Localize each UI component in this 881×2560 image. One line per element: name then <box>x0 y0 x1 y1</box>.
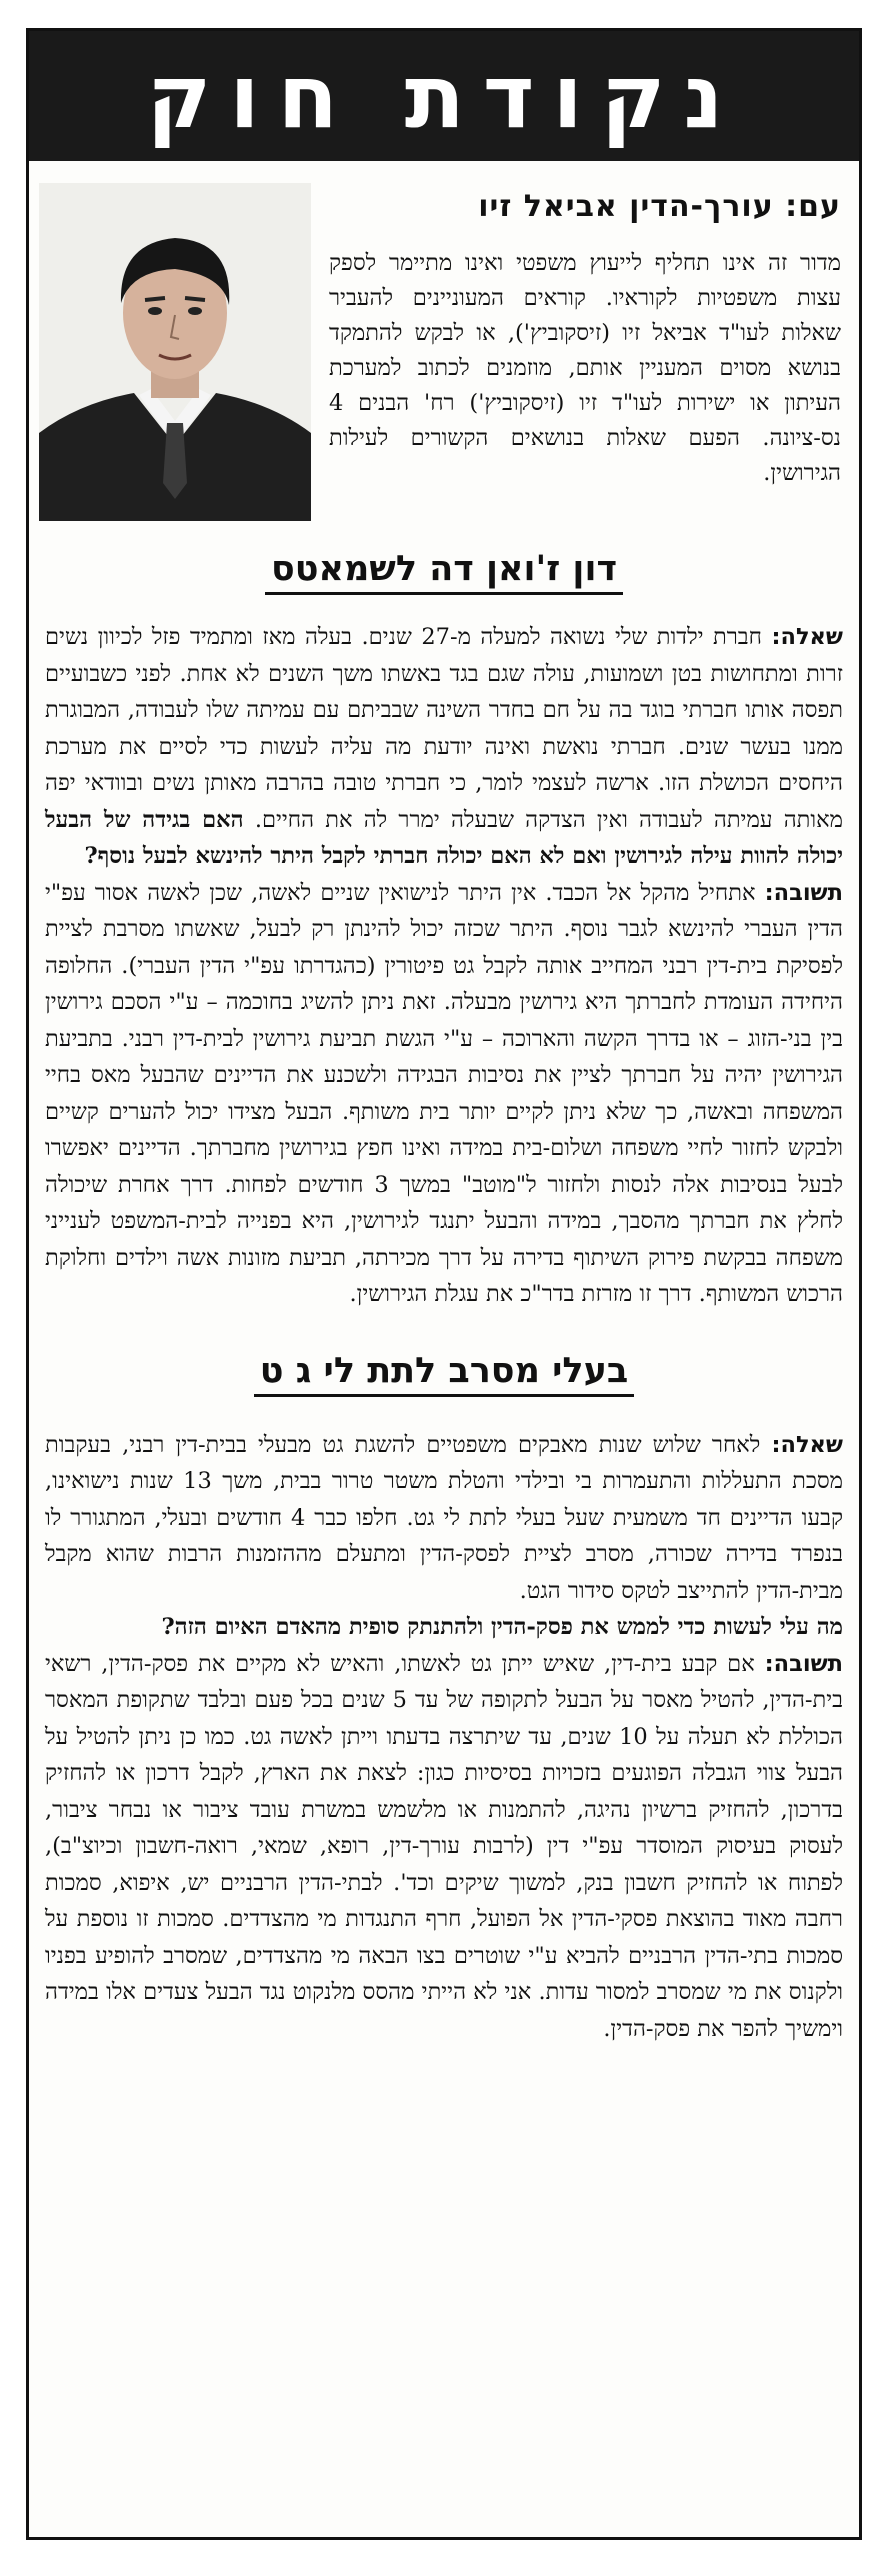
section1-answer <box>45 875 843 1313</box>
author-line: עם: עורך-הדין אביאל זיו <box>478 189 841 224</box>
section2-body <box>29 1427 859 2048</box>
question-label: שאלה: <box>771 624 843 650</box>
section2-question <box>45 1427 843 1610</box>
question-bold-text: האם בגידה של הבעל יכולה להוות עילה לגירושין ואם לא האם יכולה חברתי לקבל היתר להינשא לבעל נוסף? <box>45 806 843 869</box>
section1-question <box>45 619 843 875</box>
newspaper-column <box>26 28 862 2540</box>
author-portrait-image <box>39 183 311 521</box>
section1-heading <box>29 549 859 589</box>
section2-answer <box>45 1646 843 2048</box>
question-text: לאחר שלוש שנות מאבקים משפטיים להשגת גט מבעלי בבית-דין רבני, בעקבות מסכת התעללות והתעמרות בי ובילדי והטלת משטר טרור בבית, משך 13 שנות נישואינו, קבעו הדיינים חד משמעית שעל בעלי לתת לי גט. חלפו כבר 4 חודשים ובעלי, המתגורר לו בנפרד בדירה שכורה, מסרב לציית לפסק-הדין ומתעלם מההזמנות הרבות שהוא מקבל מבית-הדין להתייצב לטקס סידור הגט. <box>45 1431 844 1604</box>
answer-label: תשובה: <box>764 879 843 906</box>
answer-text: אם קבע בית-דין, שאיש ייתן גט לאשתו, והאיש לא מקיים את פסק-הדין, רשאי בית-הדין, להטיל מאסר על הבעל לתקופה של עד 5 שנים בכל פעם ובלבד שתקופת המאסר הכוללת לא תעלה על 10 שנים, עד שיתרצה בדעתו וייתן לאשה גט. כמו כן ניתן להטיל על הבעל צווי הגבלה הפוגעים בזכויות בסיסיות כגון: לצאת את הארץ, לקבל דרכון או להחזיק בדרכון, להחזיק ברשיון נהיגה, להתמנות או מלשמש במשרת עובד ציבור או נבחר ציבור, לעסוק בעיסוק המוסדר עפ"י דין (לרבות עורך-דין, רופא, שמאי, רואה-חשבון וכיוצ"ב), לפתוח או להחזיק חשבון בנק, למשוך שיקים וכד'. לבתי-הדין הרבניים יש, איפוא, סמכות רחבה מאוד בהוצאת פסקי-הדין אל הפועל, חרף התנגדות מי מהצדדים. סמכות זו נוספת על סמכות בתי-הדין הרבניים להביא ע"י שוטרים בצו הבאה מי מהצדדים, שמסרב להופיע בפניו ולקנוס את מי שמסרב למסור עדות. אני לא הייתי מהסס מלנקוט נגד הבעל צעדים אלו במידה וימשיך להפר את פסק-הדין. <box>45 1650 843 2042</box>
answer-label: תשובה: <box>764 1650 844 1677</box>
question-label: שאלה: <box>771 1431 843 1458</box>
section2-heading-text: בעלי מסרב לתת לי ג ט <box>254 1351 634 1397</box>
answer-text: אתחיל מהקל אל הכבד. אין היתר לנישואין שניים לאשה, שכן לאשה אסור עפ"י הדין העברי להינשא לגבר נוסף. היתר שכזה יכול להינתן רק לבעל, שאשתו מסרבת לציית לפסיקת בית-דין רבני המחייב אותה לקבל גט פיטורין (כהגדרתו עפ"י הדין העברי). החלופה היחידה העומדת לחברתך היא גירושין מבעלה. זאת ניתן להשיג בחוכמה – ע"י הסכם גירושין בין בני-הזוג – או בדרך הקשה והארוכה – ע"י הגשת תביעת גירושין לבית-דין רבני. בתביעת הגירושין יהיה על חברתך לציין את נסיבות הבגידה ולשכנע את הדיינים שהבעל מאס בחיי המשפחה ובאשה, כך שלא ניתן לקיים יותר בית משותף. הבעל מצידו יכול להערים קשיים ולבקש לחזור לחיי משפחה ושלום-בית במידה ואינו חפץ בגירושין מחברתך. הדיינים יאפשרו לבעל בנסיבות אלה לנסות ולחזור ל"מוטב" במשך 3 חודשים לפחות. דרך אחרת שיכולה לחלץ את חברתך מהסבך, במידה והבעל יתנגד לגירושין, היא בפנייה לבית-המשפט לענייני משפחה בבקשת פירוק השיתוף בדירה על דרך מכירתה, תביעת מזונות אשה וילדים וחלוקת הרכוש המשותף. דרך זו מזרזת בדר"כ את עגלת הגירושין. <box>45 879 843 1307</box>
intro-paragraph: מדור זה אינו תחליף לייעוץ משפטי ואינו מתיימר לספק עצות משפטיות לקוראיו. קוראים המעוניינים להעביר שאלות לעו"ד אביאל זיו (זיסקוביץ'), או לבקש להתמקד בנושא מסוים המעניין אותם, מוזמנים לכתוב למערכת העיתון או ישירות לעו"ד זיו (זיסקוביץ') רח' הבנים 4 נס-ציונה. הפעם שאלות בנושאים הקשורים לעילות הגירושין. <box>329 250 841 486</box>
section1-heading-text: דון ז'ואן דה לשמאטס <box>265 549 623 595</box>
byline-block <box>29 161 859 521</box>
author-photo <box>39 183 311 521</box>
section2-question-bold: מה עלי לעשות כדי לממש את פסק-הדין ולהתנתק סופית מהאדם האיום הזה? <box>161 1614 843 1640</box>
byline-text-block <box>329 183 841 491</box>
section1-body <box>29 619 859 1313</box>
section2-heading <box>29 1351 859 1391</box>
question-text: חברת ילדות שלי נשואה למעלה מ-27 שנים. בעלה מאז ומתמיד פזל לכיוון נשים זרות ומתחושות בטן ושמועות, עולה שגם בגד באשתו משך השנים לא אחת. לפני כשבועיים תפסה אותו חברתי בוגד בה על חם בחדר השינה שבביתם עם עמיתה שלו לעבודה, המבוגרת ממנו בעשר שנים. חברתי נואשת ואינה יודעת מה עליה לעשות כדי לסיים את מערכת היחסים הכושלת הזו. ארשה לעצמי לומר, כי חברתי טובה בהרבה מאותן נשים ובוודאי יפה מאותה עמיתה לעבודה ואין הצדקה שבעלה ימרר לה את החיים. <box>45 624 843 833</box>
column-title: נקודת חוק <box>29 31 859 161</box>
